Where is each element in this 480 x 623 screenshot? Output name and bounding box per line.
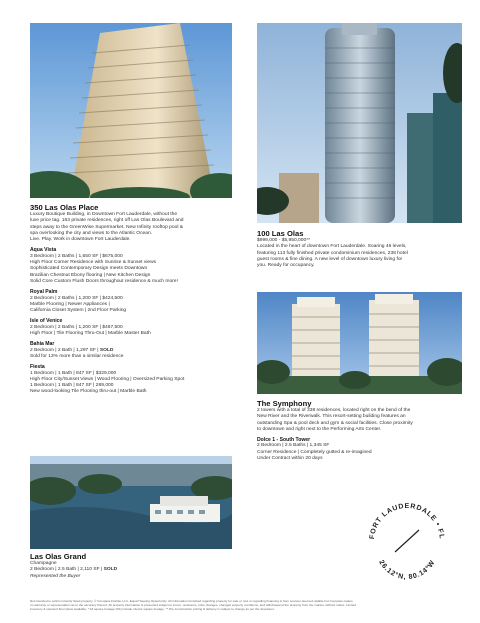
unit-detail: Sold for 13% more than a similar residence [30, 353, 124, 359]
description-line: to downtown and right next to the Performing Arts Center. [257, 426, 382, 432]
unit-detail: Sophisticated Contemporary Design meets Downtown [30, 266, 148, 272]
svg-text:FORT LAUDERDALE • FL [369, 503, 445, 540]
disclaimer-line: Not intended to solicit currently listed property. © Compass Florida, LLC. Equal Housing Opportunity. All information furnished regarding property for sale or rent or regarding financing is from sources deemed reliable but Compass makes [30, 599, 353, 603]
sold-label: SOLD [99, 347, 114, 353]
unit-detail: 2 Bedroom | 2 Baths | 1,200 SF | $424,500 [30, 295, 123, 301]
listing-title: 100 Las Olas [257, 229, 304, 238]
unit-detail: Corner Residence | Completely gutted & re-imagined [257, 449, 372, 455]
description-line: you. Ready for occupancy. [257, 263, 315, 269]
description-line: outstanding Spa & pool deck and gym & social facilities. Close proximity [257, 420, 413, 426]
photo-las-olas-grand [30, 456, 232, 549]
description-line: luxe price tag. 163 private residences, right off Las Olas Boulevard and [30, 218, 184, 224]
represented-note: Represented the Buyer [30, 573, 81, 579]
description-line: guest rooms & fine dining. A new level of downtown luxury living for [257, 256, 403, 262]
description-line: New River and the Riverwalk. This resort-setting building features an [257, 414, 406, 420]
unit-detail: High Floor City/Sunset Views | Wood Flooring | Oversized Parking Spot [30, 376, 185, 382]
seal-top-text: FORT LAUDERDALE • FL [368, 502, 446, 540]
unit-detail: High Floor Corner Residence with Sunrise & Sunset views [30, 260, 157, 266]
seal-bottom-text: 26.12°N, 80.14°W [377, 558, 437, 582]
unit-detail: 1 Bedroom | 1 Bath | 847 SF | $329,000 [30, 370, 117, 376]
description-line: Live. Play. Work in downtown Fort Lauderdale. [30, 237, 131, 243]
description-line: spa overlooking the city and views to the Atlantic Ocean. [30, 230, 153, 236]
unit-name: Fiesta [30, 364, 45, 371]
unit-detail: 2 Bedroom | 2.5 Baths | 1,345 SF [257, 443, 330, 449]
disclaimer-line: inventory & selected floor plans available. * All square footage (SF) include interior square footage. ** Pre-Construction pricing & delivery is subject to change as per the developer. [30, 607, 275, 611]
price-range: $999,000 - $5,950,000** [257, 238, 311, 243]
disclaimer-line: no warranty or representation as to the accuracy thereof. All property information is presented subject to errors, omissions, price changes, changed property conditions, and withdrawal of the property from the market, without notice. Limited [30, 603, 357, 607]
unit-name: Aqua Vista [30, 247, 57, 254]
unit-detail: Under Contract within 20 days [257, 456, 323, 462]
listing-the-symphony [257, 399, 467, 462]
description-line: steps away to the GreenWise Supermarket. New Infinity rooftop pool & [30, 224, 184, 230]
sold-label: SOLD [103, 567, 118, 573]
photo-the-symphony [257, 292, 462, 394]
unit-detail: High Floor | Tile Flooring Thru-Out | Marble Master Bath [30, 331, 151, 337]
listing-350-las-olas-place [30, 203, 255, 396]
listing-title: Las Olas Grand [30, 552, 87, 561]
listing-title: The Symphony [257, 399, 312, 408]
unit-detail: Solid Core Custom Flush Doors throughout residence & much more! [30, 278, 178, 284]
unit-detail: 3 Bedroom | 2 Baths | 1,650 SF | $675,000 [30, 253, 123, 259]
description-line: featuring 113 fully finished private condominium residences, 238 hotel [257, 250, 408, 256]
unit-detail: Marble Flooring | Newer Appliances | [30, 301, 110, 307]
unit-name: Royal Palm [30, 289, 58, 296]
fort-lauderdale-seal [362, 496, 452, 586]
description-line: Luxury Boutique Building, in Downtown Fort Lauderdale, without the [30, 212, 178, 217]
description-line: 2 towers with a total of 338 residences, located right on the bend of the [257, 408, 411, 413]
unit-name: Isle of Venice [30, 318, 63, 325]
description-line: Located in the heart of downtown Fort Lauderdale. Soaring 46 levels, [257, 244, 407, 250]
unit-specs: 2 Bedroom | 2.5 Bath | 2,110 SF | [30, 567, 104, 573]
unit-detail: Brazilian Chestnut Ebony flooring | New Kitchen Design [30, 272, 151, 278]
listing-title: 350 Las Olas Place [30, 203, 99, 212]
unit-detail: California Closet System | 2nd Floor Parking [30, 308, 127, 314]
svg-text:26.12°N, 80.14°W [377, 559, 436, 581]
seal-slash [395, 530, 419, 552]
listing-las-olas-grand [30, 552, 255, 580]
unit-name: Dolce 1 - South Tower [257, 437, 311, 444]
unit-name: Champagne [30, 561, 57, 566]
unit-specs: 2 Bedroom | 2 Bath | 1,297 SF | [30, 347, 100, 353]
unit-detail: New wood-looking Tile Flooring thru-out | Marble Bath [30, 389, 147, 395]
listing-100-las-olas [257, 229, 467, 269]
disclaimer [30, 599, 470, 611]
unit-detail: 2 Bedroom | 2 Baths | 1,200 SF | $467,500 [30, 324, 123, 330]
photo-350-las-olas-place [30, 23, 232, 198]
unit-name: Bahia Mar [30, 341, 55, 348]
unit-detail: 1 Bedroom | 1 Bath | 847 SF | 289,000 [30, 383, 114, 389]
photo-100-las-olas [257, 23, 462, 223]
